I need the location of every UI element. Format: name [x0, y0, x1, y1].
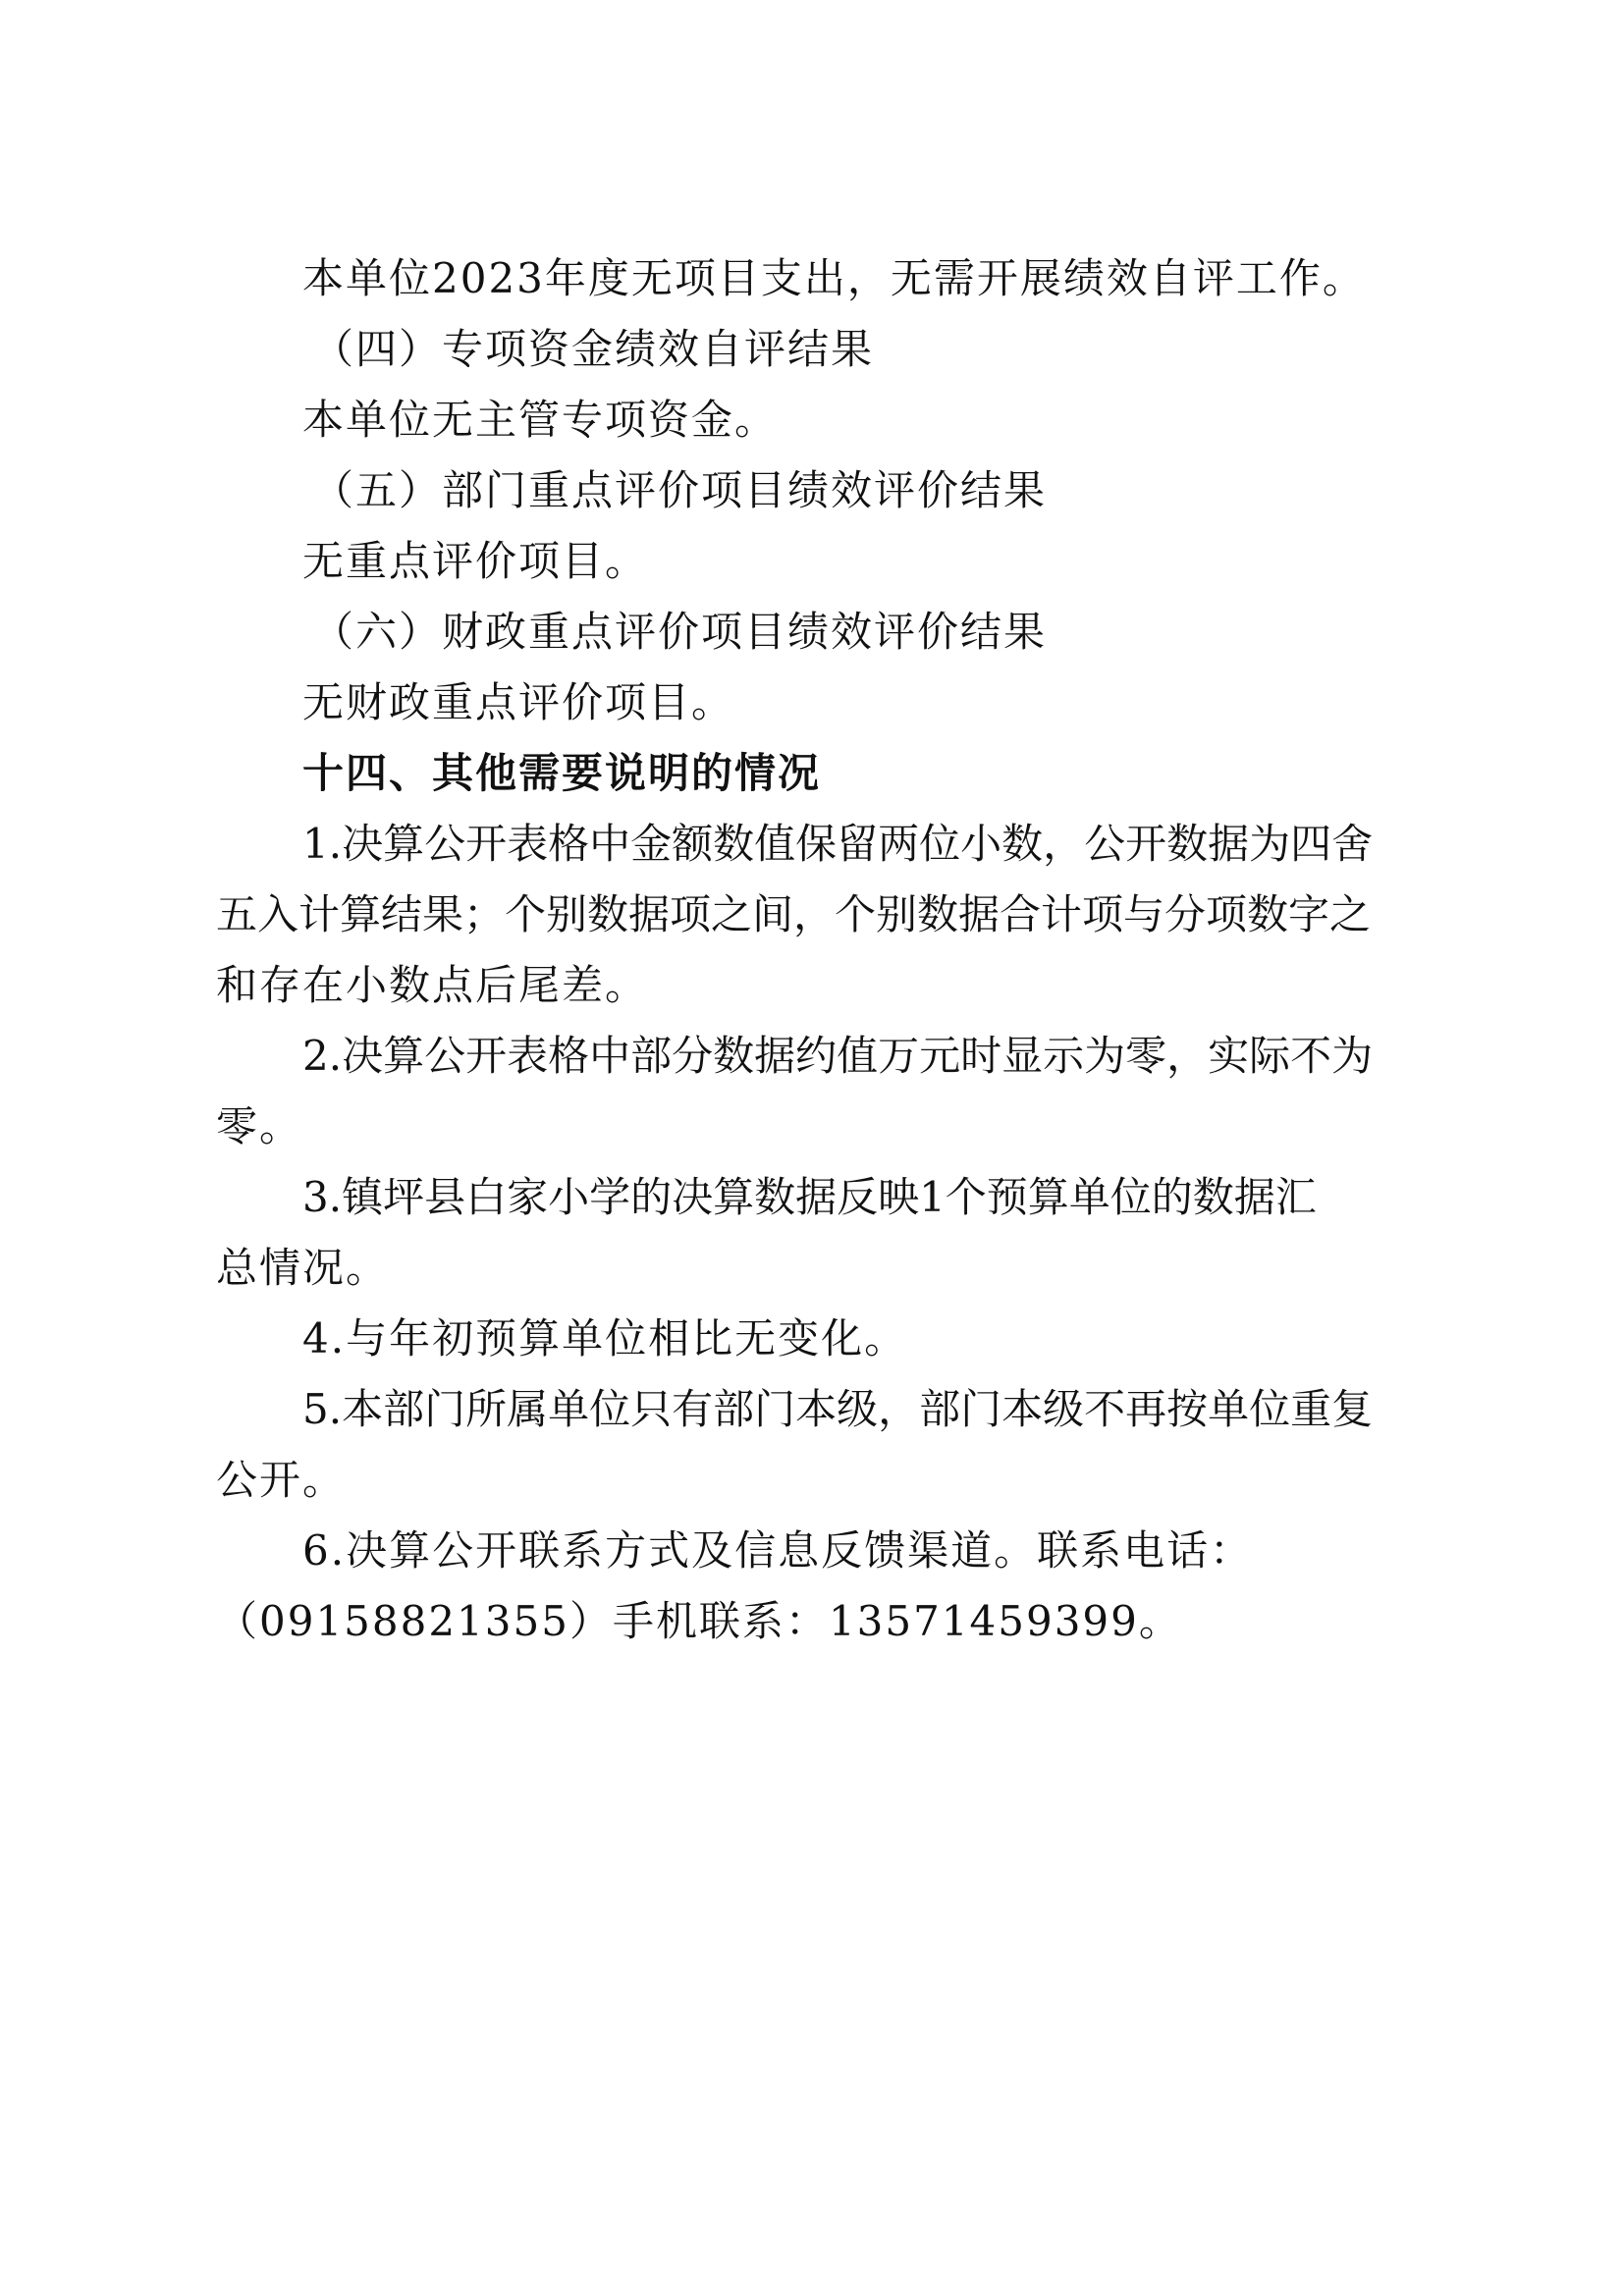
note-6-line-2-contact: （09158821355）手机联系：13571459399。: [216, 1597, 1182, 1645]
note-1-line-3: 和存在小数点后尾差。: [216, 961, 649, 1009]
note-3-line-1: 3.镇坪县白家小学的决算数据反映1个预算单位的数据汇: [302, 1173, 1317, 1221]
note-4: 4.与年初预算单位相比无变化。: [302, 1314, 908, 1362]
paragraph-no-key-evaluation: 无重点评价项目。: [302, 537, 649, 585]
subheading-special-funds: （四）专项资金绩效自评结果: [312, 325, 875, 373]
note-6-line-1: 6.决算公开联系方式及信息反馈渠道。联系电话：: [302, 1526, 1254, 1575]
subheading-finance-key-evaluation: （六）财政重点评价项目绩效评价结果: [312, 608, 1048, 656]
paragraph-no-project-expenditure: 本单位2023年度无项目支出，无需开展绩效自评工作。: [302, 254, 1366, 302]
note-2-line-1: 2.决算公开表格中部分数据约值万元时显示为零，实际不为: [302, 1032, 1374, 1080]
paragraph-no-special-funds: 本单位无主管专项资金。: [302, 396, 779, 444]
note-1-line-1: 1.决算公开表格中金额数值保留两位小数，公开数据为四舍: [302, 820, 1374, 868]
note-5-line-2: 公开。: [216, 1456, 347, 1504]
section-heading-other-notes: 十四、其他需要说明的情况: [302, 749, 822, 797]
note-2-line-2: 零。: [216, 1102, 303, 1150]
paragraph-no-finance-key-evaluation: 无财政重点评价项目。: [302, 678, 735, 726]
note-1-line-2: 五入计算结果；个别数据项之间，个别数据合计项与分项数字之: [216, 890, 1372, 938]
subheading-department-key-evaluation: （五）部门重点评价项目绩效评价结果: [312, 466, 1048, 514]
note-3-line-2: 总情况。: [216, 1244, 390, 1292]
document-body: [216, 243, 1424, 1657]
note-5-line-1: 5.本部门所属单位只有部门本级，部门本级不再按单位重复: [302, 1385, 1374, 1433]
